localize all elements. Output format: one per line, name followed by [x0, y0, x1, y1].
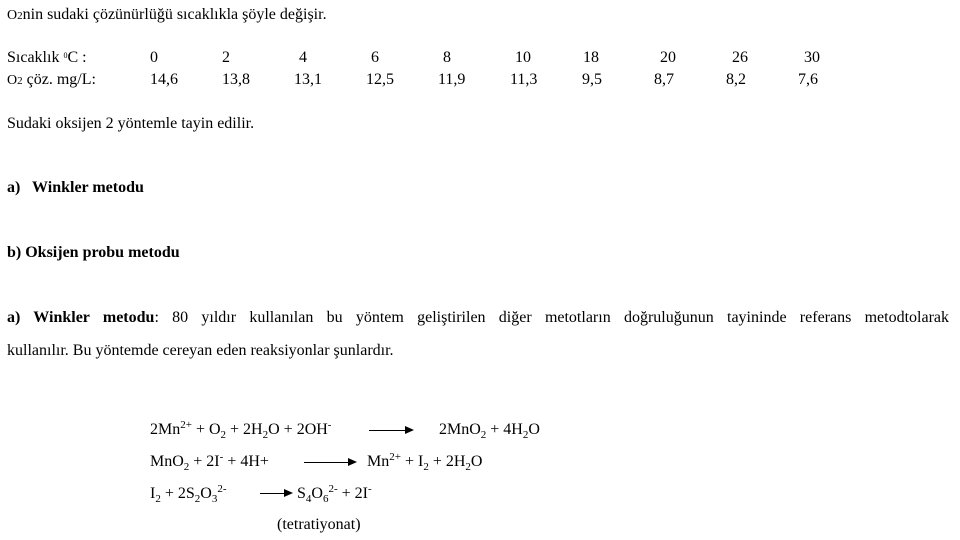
- solubility-label: [7, 71, 96, 89]
- r2-prod-i2-sub: 2: [423, 461, 429, 473]
- r3-prod-o6: O: [311, 485, 323, 502]
- r2-prod-o: O: [470, 453, 483, 470]
- r3-prod-iodide-charge: -: [368, 483, 372, 495]
- r3-prod-o6-sub: 6: [322, 493, 329, 505]
- temperature-value: 20: [660, 49, 676, 66]
- r1-o2-sub: 2: [220, 429, 227, 441]
- reaction-3-arrow: [260, 493, 291, 494]
- r2-mno2: MnO: [150, 453, 184, 470]
- r3-thiosulfate-charge: 2-: [217, 483, 227, 495]
- r1-prod-mno2-sub: 2: [480, 429, 487, 441]
- temperature-value: 4: [299, 49, 307, 66]
- r3-i2-sub: 2: [155, 493, 161, 505]
- solubility-label-sub: 2: [17, 75, 23, 87]
- r1-prod-mno2: 2MnO: [439, 421, 481, 438]
- r2-prod-mn-charge: 2+: [389, 451, 401, 463]
- reaction-2-products: [367, 453, 482, 471]
- temperature-label-text: Sıcaklık: [7, 49, 64, 66]
- r3-prod-iodide: + 2I: [337, 485, 368, 502]
- reaction-3-reactants: [150, 485, 226, 503]
- r3-o3: O: [200, 485, 212, 502]
- r2-prod-mn: Mn: [367, 453, 390, 470]
- r1-h2o-sub: 2: [262, 429, 269, 441]
- solubility-value: 11,3: [510, 71, 538, 88]
- r1-mn-charge: 2+: [180, 419, 192, 431]
- reaction-1-products: [439, 421, 540, 439]
- winkler-line-1-text: : 80 yıldır kullanılan bu yöntem geliştirilen diğer metotların doğruluğunun tayininde referans metodtolarak: [154, 309, 950, 326]
- r1-prod-h2o: + 4H: [486, 421, 523, 438]
- solubility-value: 8,2: [726, 71, 746, 88]
- r1-oh: O + 2OH: [268, 421, 328, 438]
- reaction-2-arrow: [304, 462, 355, 463]
- solubility-value: 7,6: [798, 71, 818, 88]
- solubility-value: 9,5: [582, 71, 602, 88]
- temperature-value: 6: [371, 49, 379, 66]
- intro-text: nin sudaki çözünürlüğü sıcaklıkla şöyle değişir.: [22, 6, 327, 23]
- temperature-label: [7, 49, 87, 67]
- solubility-value: 13,8: [222, 71, 250, 88]
- winkler-heading: a) Winkler metodu: [7, 309, 155, 326]
- reaction-2-reactants: [150, 453, 269, 471]
- degree-mark: 0: [63, 51, 68, 60]
- r3-s2: + 2S: [160, 485, 195, 502]
- temperature-label-unit: C :: [67, 49, 87, 66]
- r2-mno2-sub: 2: [183, 461, 190, 473]
- temperature-value: 30: [804, 49, 820, 66]
- solubility-value: 11,9: [438, 71, 466, 88]
- intro-line: [7, 6, 327, 24]
- temperature-value: 0: [150, 49, 158, 66]
- solubility-label-rest: çöz. mg/L:: [22, 71, 96, 88]
- temperature-value: 8: [443, 49, 451, 66]
- temperature-value: 18: [583, 49, 599, 66]
- intro-o2-prefix: O: [7, 8, 18, 23]
- winkler-line-2: kullanılır. Bu yöntemde cereyan eden reaksiyonlar şunlardır.: [7, 342, 394, 359]
- methods-intro: Sudaki oksijen 2 yöntemle tayin edilir.: [7, 115, 255, 132]
- winkler-line-1: [7, 301, 949, 334]
- intro-o2-sub: 2: [17, 10, 23, 22]
- r3-prod-s4-sub: 4: [305, 493, 312, 505]
- solubility-label-o: O: [7, 73, 18, 88]
- r1-oh-charge: -: [327, 419, 332, 431]
- r3-s2-sub: 2: [194, 493, 201, 505]
- method-b-heading: b) Oksijen probu metodu: [7, 244, 180, 261]
- reaction-1-arrow: [369, 430, 412, 431]
- reaction-1-reactants: [150, 421, 331, 439]
- r2-iodide-charge: -: [219, 451, 224, 463]
- r2-prod-h2o: + 2H: [428, 453, 466, 470]
- r3-tetrathionate-charge: 2-: [328, 483, 338, 495]
- temperature-value: 26: [732, 49, 748, 66]
- r2-prod-h2o-sub: 2: [465, 461, 471, 473]
- r1-o2: + O: [191, 421, 221, 438]
- r1-mn: 2Mn: [150, 421, 181, 438]
- r2-iodide: + 2I: [189, 453, 220, 470]
- method-a-heading: a) Winkler metodu: [7, 179, 144, 196]
- reaction-3-products: [297, 485, 372, 503]
- reaction-3-note: (tetratiyonat): [277, 516, 361, 533]
- solubility-value: 12,5: [366, 71, 394, 88]
- r3-i2: I: [150, 485, 156, 502]
- r2-h: + 4H+: [223, 453, 269, 470]
- r1-h2o: + 2H: [226, 421, 263, 438]
- solubility-value: 8,7: [654, 71, 674, 88]
- temperature-value: 2: [222, 49, 230, 66]
- r1-prod-h2o-sub: 2: [522, 429, 529, 441]
- winkler-paragraph: [7, 301, 949, 367]
- r3-prod-s4: S: [297, 485, 306, 502]
- solubility-value: 14,6: [150, 71, 178, 88]
- solubility-value: 13,1: [294, 71, 322, 88]
- r3-o3-sub: 3: [211, 493, 218, 505]
- r2-prod-i2: + I: [400, 453, 424, 470]
- temperature-value: 10: [515, 49, 531, 66]
- r1-prod-o: O: [528, 421, 540, 438]
